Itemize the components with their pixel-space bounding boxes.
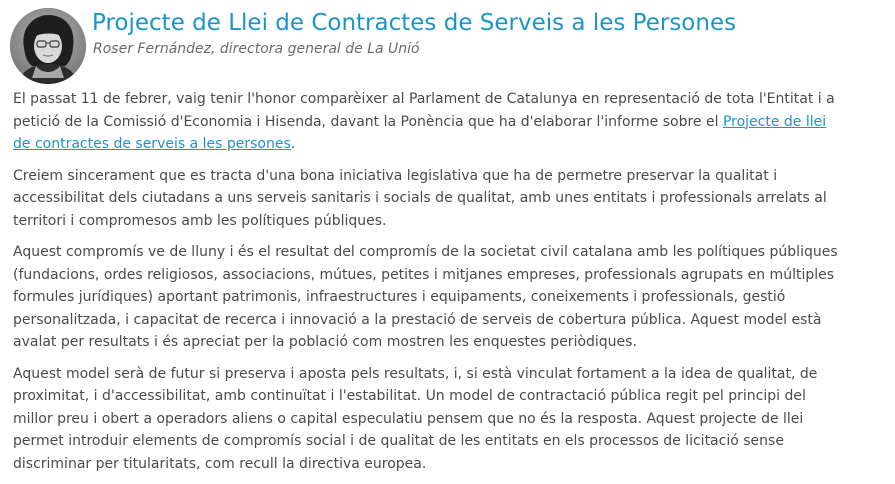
paragraph-4: Aquest model serà de futur si preserva i aposta pels resultats, i, si està vinculat fortament a la idea de qualitat, de proximitat, i d'accessibilitat, amb continuïtat i l'estabilitat. Un model de contractació pública regit pel principi del millor preu i obert a operadors aliens o capital especulatiu pensem que no és la resposta. Aquest projecte de llei permet introduir elements de compromís social i de qualitat de les entitats en els processos de licitació sense discriminar per titularitats, com recull la directiva europea. bbox=[13, 365, 818, 472]
paragraph-1-end: . bbox=[290, 136, 296, 152]
paragraph-1-text: El passat 11 de febrer, vaig tenir l'honor comparèixer al Parlament de Catalunya en representació de tota l'Entitat i a petició de la Comissió d'Economia i Hisenda, davant la Ponència que ha d'elaborar l'informe sobre el bbox=[13, 91, 835, 130]
article-body bbox=[13, 88, 848, 484]
paragraph-1 bbox=[13, 88, 848, 156]
author-avatar bbox=[10, 8, 86, 84]
paragraph-3: Aquest compromís ve de lluny i és el resultat del compromís de la societat civil catalana amb les polítiques públiques (fundacions, ordes religiosos, associacions, mútues, petites i mitjanes empreses, professionals agrupats en múltiples formules jurídiques) aportant patrimonis, infraestructures i equipaments, coneixements i professionals, gestió personalitzada, i capacitat de recerca i innovació a la prestació de serveis de cobertura pública. Aquest model està avalat per resultats i és apreciat per la població com mostren les enquestes periòdiques. bbox=[13, 244, 838, 350]
projecte-de-llei-link[interactable]: Projecte de llei de contractes de serveis a les persones bbox=[13, 113, 827, 152]
author-byline: Roser Fernández, directora general de La Unió bbox=[93, 41, 420, 57]
page-title: Projecte de Llei de Contractes de Serveis a les Persones bbox=[92, 10, 737, 36]
author-portrait-icon bbox=[10, 8, 86, 84]
paragraph-2: Creiem sincerament que es tracta d'una bona iniciativa legislativa que ha de permetre preservar la qualitat i accessibilitat dels ciutadans a uns serveis sanitaris i socials de qualitat, amb unes entitats i professionals arrelats al territori i compromesos amb les polítiques públiques. bbox=[13, 167, 827, 229]
article-header bbox=[10, 8, 885, 86]
